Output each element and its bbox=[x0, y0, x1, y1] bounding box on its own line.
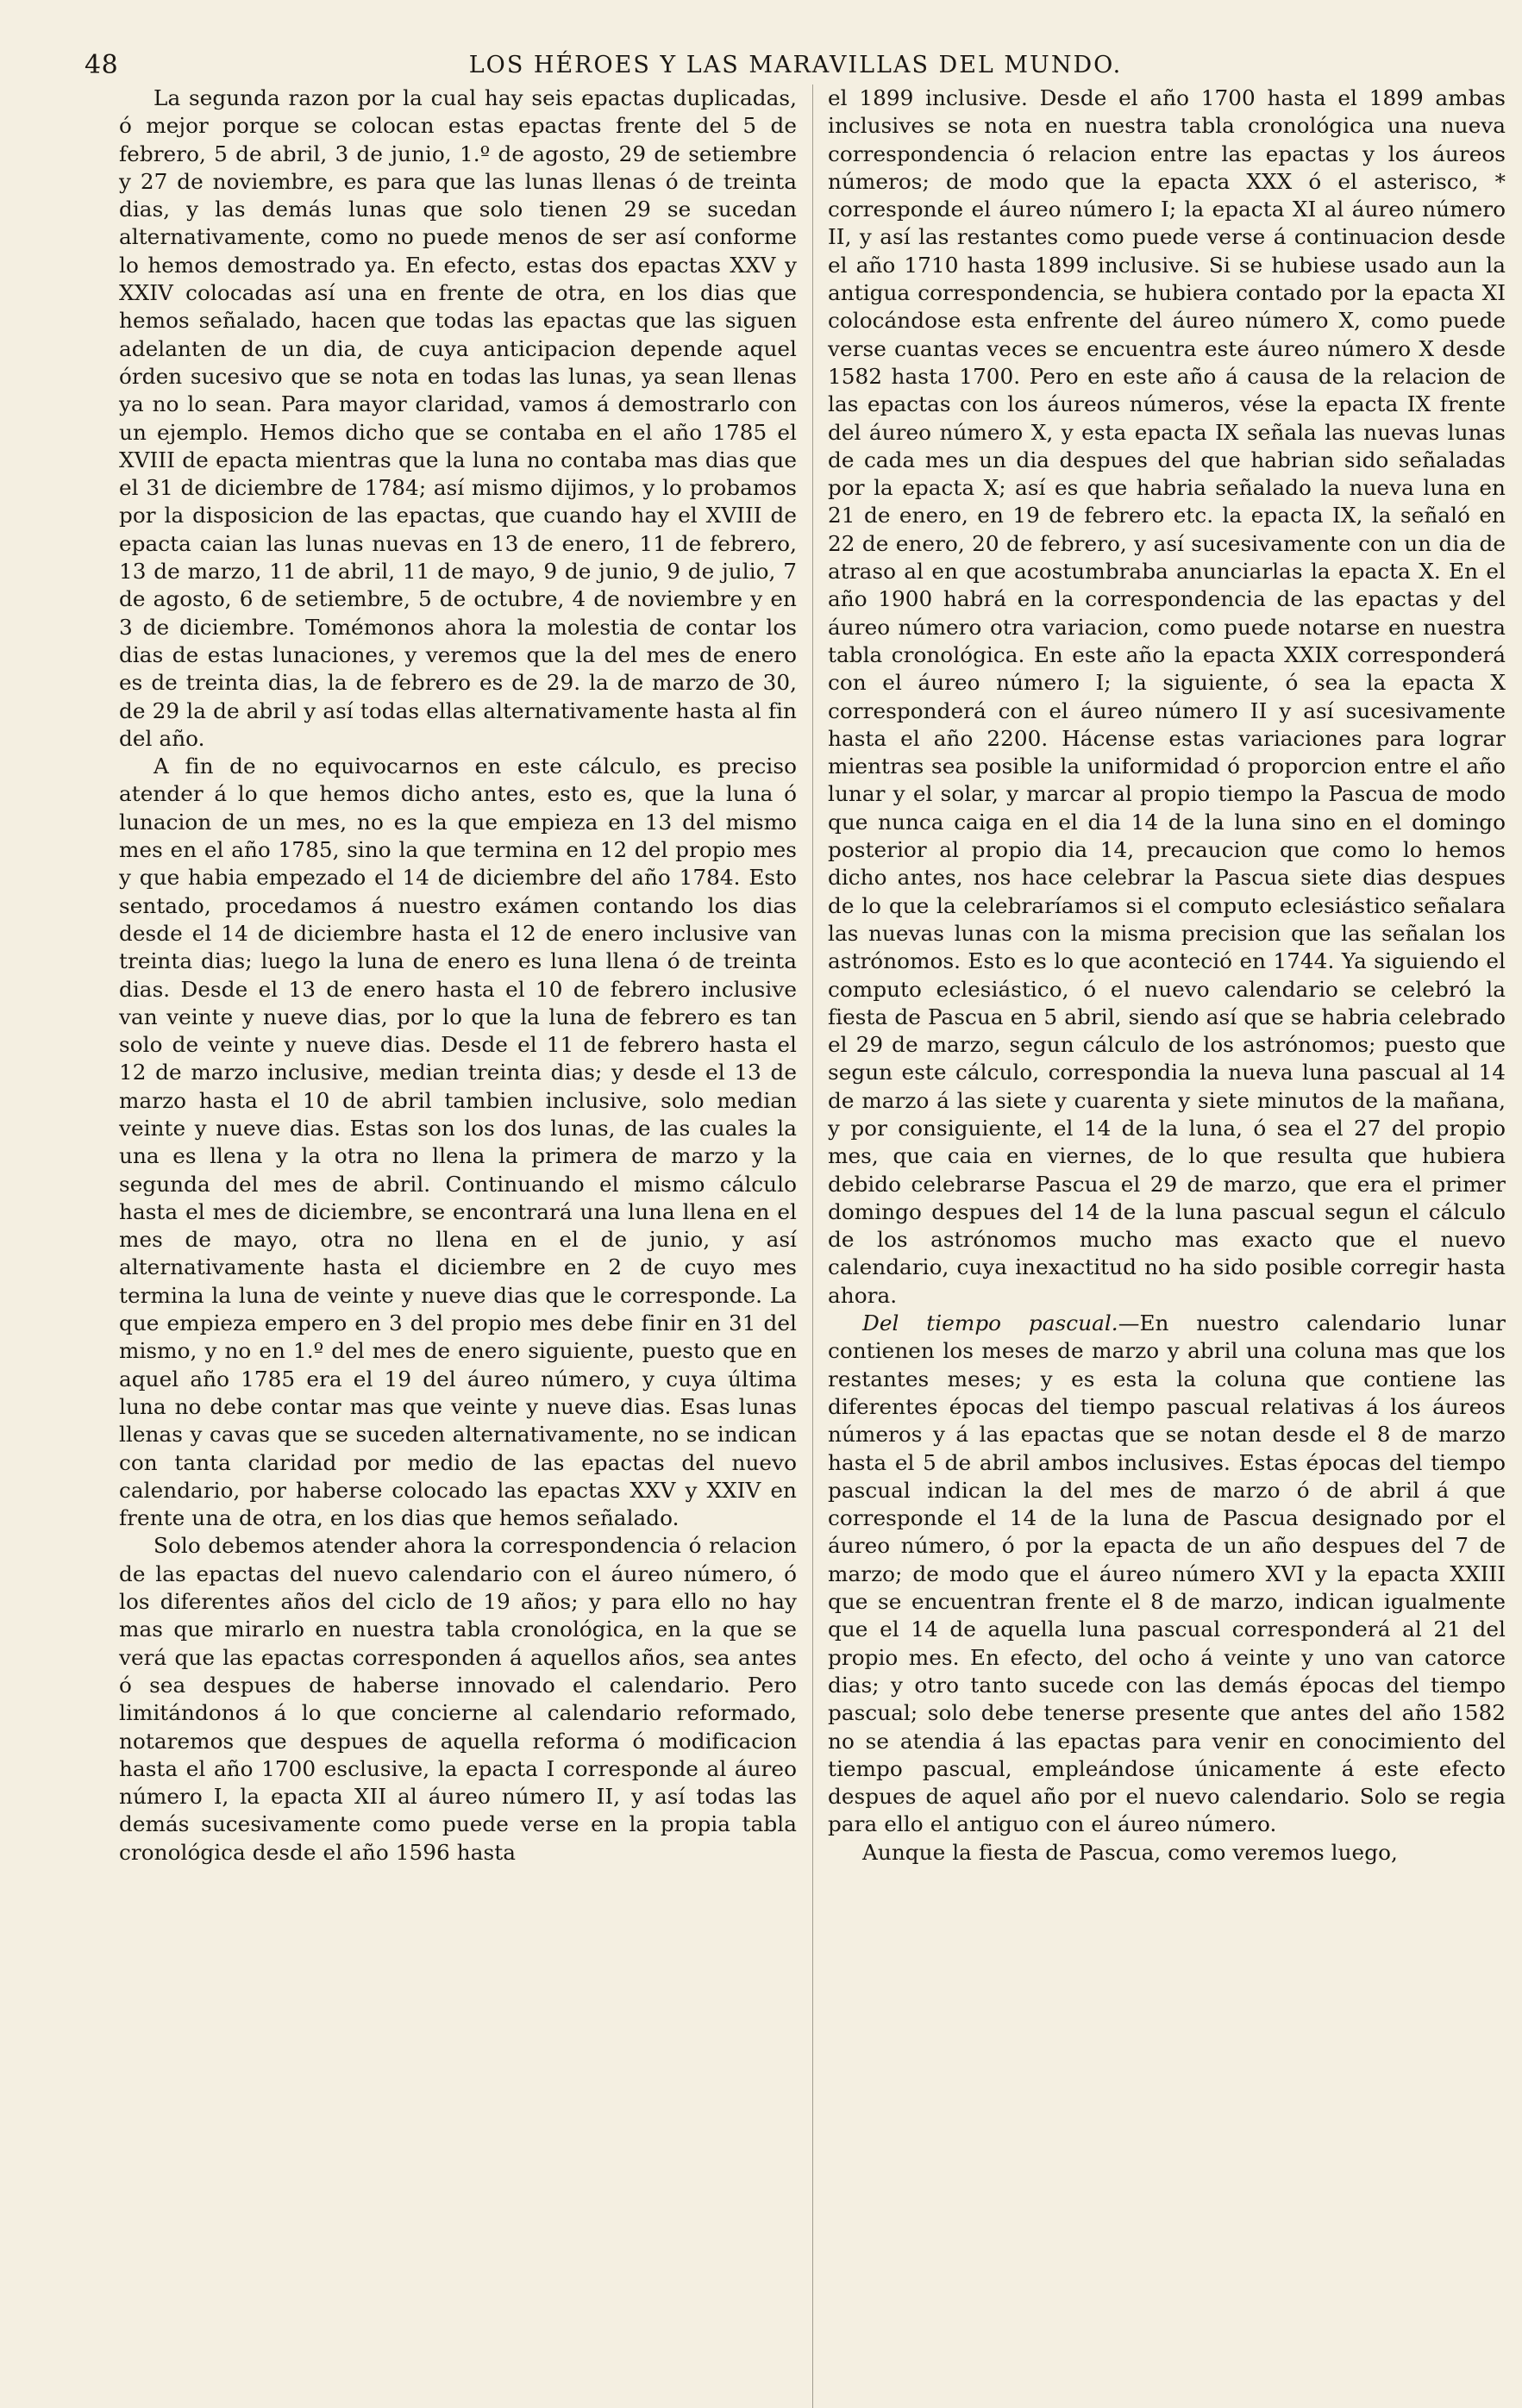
running-header bbox=[85, 36, 1472, 80]
page-number: 48 bbox=[85, 50, 119, 80]
column-divider bbox=[812, 84, 813, 2408]
paragraph-closing-line: Aunque la fiesta de Pascua, como veremos luego, bbox=[862, 1839, 1398, 1865]
right-column bbox=[828, 84, 1506, 1867]
section-body-text: —En nuestro calendario lunar contienen los meses de marzo y abril una coluna mas que los restantes meses; y es esta la coluna que contiene las diferentes épocas del tiempo pascual relativas á los áureos números y á las epactas que se notan desde el 8 de marzo hasta el 5 de abril ambos inclusives. Estas épocas del tiempo pascual indican la del mes de marzo ó de abril á que corresponde el 14 de la luna de Pascua designado por el áureo número, ó por la epacta de un año despues del 7 de marzo; de modo que el áureo número XVI y la epacta XXIII que se encuentran frente el 8 de marzo, indican igualmente que el 14 de aquella luna pascual corresponderá al 21 del propio mes. En efecto, del ocho á veinte y uno van catorce dias; y otro tanto sucede con las demás épocas del tiempo pascual; solo debe tenerse presente que antes del año 1582 no se atendia á las epactas para venir en conocimiento del tiempo pascual, empleándose únicamente á este efecto despues de aquel año por el nuevo calendario. Solo se regia para ello el antiguo con el áureo número. bbox=[828, 1310, 1506, 1837]
paragraph-solo-debemos-atender: Solo debemos atender ahora la correspondencia ó relacion de las epactas del nuevo calendario con el áureo número, ó los diferentes años del ciclo de 19 años; y para ello no hay mas que mirarlo en nuestra tabla cronológica, en la que se verá que las epactas corresponden á aquellos años, sea antes ó sea despues de haberse innovado el calendario. Pero limitándonos á lo que concierne al calendario reformado, notaremos que despues de aquella reforma ó modificacion hasta el año 1700 esclusive, la epacta I corresponde al áureo número I, la epacta XII al áureo número II, y así todas las demás sucesivamente como puede verse en la propia tabla cronológica desde el año 1596 hasta bbox=[119, 1533, 797, 1865]
two-column-body bbox=[119, 84, 1506, 1867]
left-column bbox=[119, 84, 797, 1867]
paragraph-a-fin-de-no-equivocarnos: A fin de no equivocarnos en este cálculo, es preciso atender á lo que hemos dicho antes, esto es, que la luna ó lunacion de un mes, no es la que empieza en 13 del mismo mes en el año 1785, sino la que termina en 12 del propio mes y que habia empezado el 14 de diciembre del año 1784. Esto sentado, procedamos á nuestro exámen contando los dias desde el 14 de diciembre hasta el 12 de enero inclusive van treinta dias; luego la luna de enero es luna llena ó de treinta dias. Desde el 13 de enero hasta el 10 de febrero inclusive van veinte y nueve dias, por lo que la luna de febrero es tan solo de veinte y nueve dias. Desde el 11 de febrero hasta el 12 de marzo inclusive, median treinta dias; y desde el 13 de marzo hasta el 10 de abril tambien inclusive, solo median veinte y nueve dias. Estas son los dos lunas, de las cuales la una es llena y la otra no llena la primera de marzo y la segunda del mes de abril. Continuando el mismo cálculo hasta el mes de diciembre, se encontrará una luna llena en el mes de mayo, otra no llena en el de junio, y así alternativamente hasta el diciembre en 2 de cuyo mes termina la luna de veinte y nueve dias que le corresponde. La que empieza empero en 3 del propio mes debe finir en 31 del mismo, y no en 1.º del mes de enero siguiente, puesto que en aquel año 1785 era el 19 del áureo número, y cuya última luna no debe contar mas que veinte y nueve dias. Esas lunas llenas y cavas que se suceden alternativamente, no se indican con tanta claridad por medio de las epactas del nuevo calendario, por haberse colocado las epactas XXV y XXIV en frente una de otra, en los dias que hemos señalado. bbox=[119, 754, 797, 1531]
paragraph-tiempo-pascual bbox=[828, 1310, 1506, 1839]
section-run-in-heading: Del tiempo pascual. bbox=[862, 1310, 1118, 1336]
running-title: LOS HÉROES Y LAS MARAVILLAS DEL MUNDO. bbox=[468, 52, 1123, 78]
paragraph-segunda-razon: La segunda razon por la cual hay seis epactas duplicadas, ó mejor porque se colocan estas epactas frente del 5 de febrero, 5 de abril, 3 de junio, 1.º de agosto, 29 de setiembre y 27 de noviembre, es para que las lunas llenas ó de treinta dias, y las demás lunas que solo tienen 29 se sucedan alternativamente, como no puede menos de ser así conforme lo hemos demostrado ya. En efecto, estas dos epactas XXV y XXIV colocadas así una en frente de otra, en los dias que hemos señalado, hacen que todas las epactas que las siguen adelanten de un dia, de cuya anticipacion depende aquel órden sucesivo que se nota en todas las lunas, ya sean llenas ya no lo sean. Para mayor claridad, vamos á demostrarlo con un ejemplo. Hemos dicho que se contaba en el año 1785 el XVIII de epacta mientras que la luna no contaba mas dias que el 31 de diciembre de 1784; así mismo dijimos, y lo probamos por la disposicion de las epactas, que cuando hay el XVIII de epacta caian las lunas nuevas en 13 de enero, 11 de febrero, 13 de marzo, 11 de abril, 11 de mayo, 9 de junio, 9 de julio, 7 de agosto, 6 de setiembre, 5 de octubre, 4 de noviembre y en 3 de diciembre. Tomémonos ahora la molestia de contar los dias de estas lunaciones, y veremos que la del mes de enero es de treinta dias, la de febrero es de 29. la de marzo de 30, de 29 la de abril y así todas ellas alternativamente hasta al fin del año. bbox=[119, 85, 797, 751]
paragraph-continued-from-left: el 1899 inclusive. Desde el año 1700 hasta el 1899 ambas inclusives se nota en nuestra tabla cronológica una nueva correspondencia ó relacion entre las epactas y los áureos números; de modo que la epacta XXX ó el asterisco, * corresponde el áureo número I; la epacta XI al áureo número II, y así las restantes como puede verse á continuacion desde el año 1710 hasta 1899 inclusive. Si se hubiese usado aun la antigua correspondencia, se hubiera contado por la epacta XI colocándose esta enfrente del áureo número X, como puede verse cuantas veces se encuentra este áureo número X desde 1582 hasta 1700. Pero en este año á causa de la relacion de las epactas con los áureos números, vése la epacta IX frente del áureo número X, y esta epacta IX señala las nuevas lunas de cada mes un dia despues del que habrian sido señaladas por la epacta X; así es que habria señalado la nueva luna en 21 de enero, en 19 de febrero etc. la epacta IX, la señaló en 22 de enero, 20 de febrero, y así sucesivamente con un dia de atraso al en que acostumbraba anunciarlas la epacta X. En el año 1900 habrá en la correspondencia de las epactas y del áureo número otra variacion, como puede notarse en nuestra tabla cronológica. En este año la epacta XXIX corresponderá con el áureo número I; la siguiente, ó sea la epacta X corresponderá con el áureo número II y así sucesivamente hasta el año 2200. Hácense estas variaciones para lograr mientras sea posible la uniformidad ó proporcion entre el año lunar y el solar, y marcar al propio tiempo la Pascua de modo que nunca caiga en el dia 14 de la luna sino en el domingo posterior al propio dia 14, precaucion que como lo hemos dicho antes, nos hace celebrar la Pascua siete dias despues de lo que la celebraríamos si el computo eclesiástico señalara las nuevas lunas con la misma precision que las señalan los astrónomos. Esto es lo que aconteció en 1744. Ya siguiendo el computo eclesiástico, ó el nuevo calendario se celebró la fiesta de Pascua en 5 abril, siendo así que se habria celebrado el 29 de marzo, segun cálculo de los astrónomos; puesto que segun este cálculo, correspondia la nueva luna pascual al 14 de marzo á las siete y cuarenta y siete minutos de la mañana, y por consiguiente, el 14 de la luna, ó sea el 27 del propio mes, que caia en viernes, de lo que resulta que hubiera debido celebrarse Pascua el 29 de marzo, que era el primer domingo despues del 14 de la luna pascual segun el cálculo de los astrónomos mucho mas exacto que el nuevo calendario, cuya inexactitud no ha sido posible corregir hasta ahora. bbox=[828, 85, 1506, 1308]
